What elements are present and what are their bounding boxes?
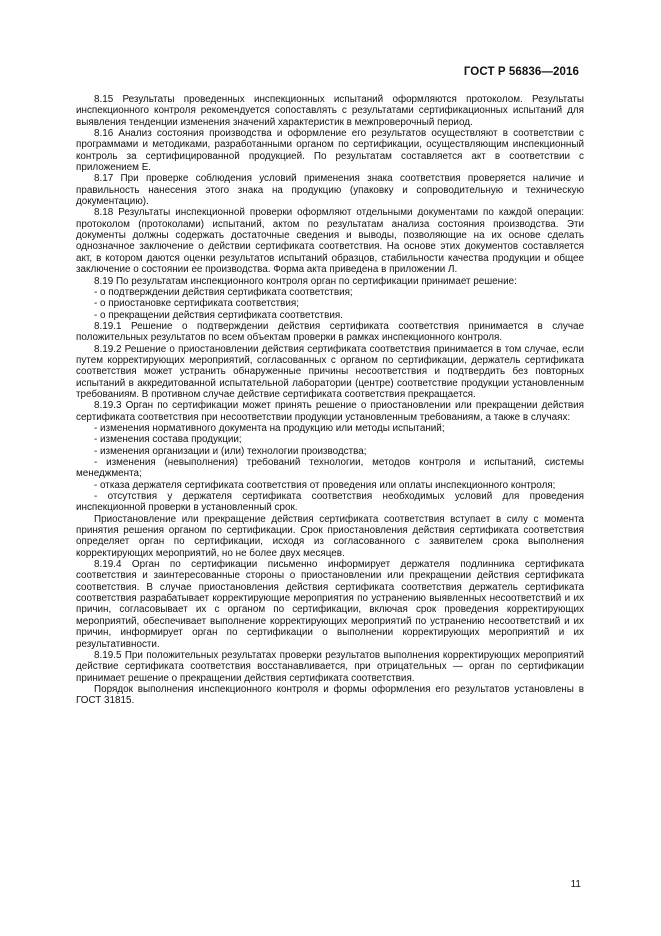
document-body [76,94,584,707]
list-item: - о подтверждении действия сертификата соответствия; [94,286,353,298]
list-item: - изменения нормативного документа на продукцию или методы испытаний; [94,422,445,434]
document-header: ГОСТ Р 56836—2016 [463,66,579,78]
paragraph-procedure-reference: Порядок выполнения инспекционного контроля и формы оформления его результатов установлены в ГОСТ 31815. [76,683,584,707]
list-item: - о прекращении действия сертификата соответствия. [94,309,343,321]
paragraph-8-16: 8.16 Анализ состояния производства и оформление его результатов осуществляют в соответствии с программами и методиками, разработанными органом по сертификации, осуществляющим инспекционный контроль за сертифицированной продукцией. По результатам составляется акт в соответствии с приложением Е. [76,128,584,174]
paragraph-8-15: 8.15 Результаты проведенных инспекционных испытаний оформляются протоколом. Результаты инспекционного контроля рекомендуется сопоставлять с результатами сертификационных испытаний для выявления тенденции изменения значений характеристик в межпроверочный период. [76,94,584,128]
list-item: - изменения состава продукции; [94,434,242,446]
paragraph-8-19-2: 8.19.2 Решение о приостановлении действия сертификата соответствия принимается в том случае, если путем корректирующих мероприятий, согласованных с органом по сертификации, держатель сертификата соответствия может устранить обнаруженные причины несоответствия и подтвердить без повторных испытаний в аккредитованной испытательной лаборатории (центре) соответствие продукции установленным требованиям. В противном случае действие сертификата соответствия прекращается. [76,343,584,400]
paragraph-8-17: 8.17 При проверке соблюдения условий применения знака соответствия проверяется наличие и правильность нанесения этого знака на продукцию (упаковку и сопроводительную и техническую документацию). [76,173,584,208]
paragraph-8-18: 8.18 Результаты инспекционной проверки оформляют отдельными документами по каждой операции: протоколом (протоколами) испытаний, актом по результатам анализа состояния производства. Эти документы должны содержать достаточные сведения и выводы, позволяющие на их основе сделать однозначное заключение о действии сертификата соответствия. На основе этих документов составляется акт, в котором даются оценки результатов испытаний образцов, стабильности качества продукции и общее заключение о состоянии ее производства. Форма акта приведена в приложении Л. [76,207,584,276]
paragraph-8-19: 8.19 По результатам инспекционного контроля орган по сертификации принимает решение: [94,275,517,287]
list-item: - отсутствия у держателя сертификата соответствия необходимых условий для проведения инспекционной проверки в установленный срок. [76,491,584,514]
list-item: - изменения организации и (или) технологии производства; [94,445,367,457]
paragraph-8-19-3: 8.19.3 Орган по сертификации может принять решение о приостановлении или прекращении действия сертификата соответствия при несоответствии продукции установленным требованиям, а также в случаях: [76,400,584,423]
list-item: - изменения (невыполнения) требований технологии, методов контроля и испытаний, системы менеджмента; [76,457,584,480]
paragraph-8-19-4: 8.19.4 Орган по сертификации письменно информирует держателя подлинника сертификата соответствия и заинтересованные стороны о приостановлении или прекращении действия сертификата соответствия. В случае приостановления действия сертификата соответствия держатель сертификата соответствия разрабатывает корректирующие мероприятия по устранению выявленных несоответствий и их причин, согласовывает их с органом по сертификации, включая срок проведения корректирующих мероприятий, обеспечивает выполнение корректирующих мероприятий по устранению несоответствий и их причин, информирует орган по сертификации о выполнении корректирующих мероприятий и их результативности. [76,559,584,650]
paragraph-8-19-5: 8.19.5 При положительных результатах проверки результатов выполнения корректирующих мероприятий действие сертификата соответствия восстанавливается, при отрицательных — орган по сертификации принимает решение о прекращении действия сертификата соответствия. [76,649,584,684]
paragraph-suspension-term: Приостановление или прекращение действия сертификата соответствия вступает в силу с момента принятия решения органом по сертификации. Срок приостановления действия сертификата соответствия определяет орган по сертификации, исходя из согласованного с заявителем срока выполнения корректирующих мероприятий, но не более двух месяцев. [76,513,584,559]
list-item: - отказа держателя сертификата соответствия от проведения или оплаты инспекционного контроля; [94,479,556,491]
list-item: - о приостановке сертификата соответствия; [94,298,300,310]
page-number: 11 [570,879,581,890]
paragraph-8-19-1: 8.19.1 Решение о подтверждении действия сертификата соответствия принимается в случае положительных результатов по всем объектам проверки в рамках инспекционного контроля. [76,320,584,344]
